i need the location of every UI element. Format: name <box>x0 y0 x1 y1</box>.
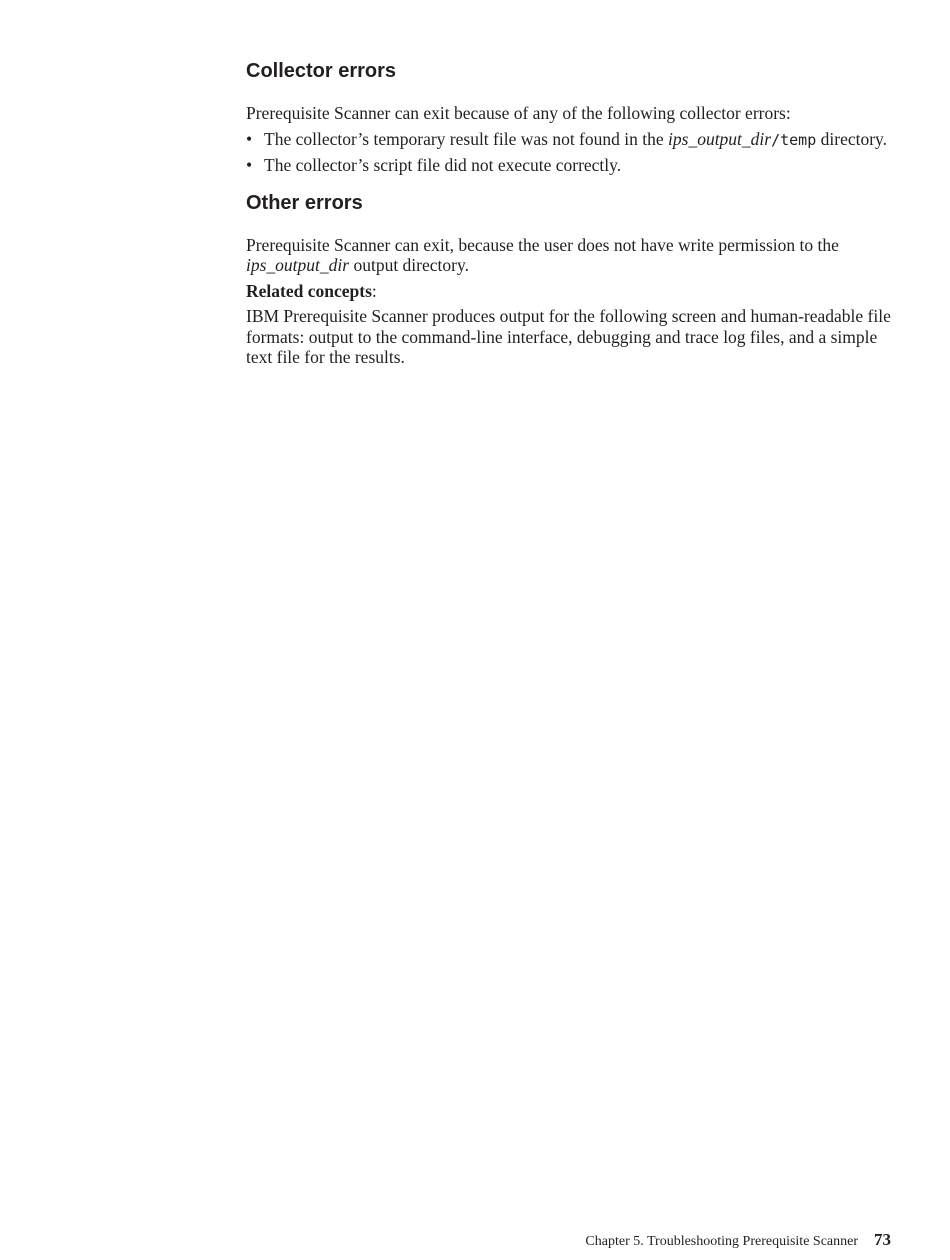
section-heading-collector-errors: Collector errors <box>246 60 397 82</box>
list-item-text: The collector’s temporary result file was not found in the <box>264 128 669 149</box>
list-item <box>246 129 891 151</box>
directory-variable: ips_output_dir <box>668 128 772 149</box>
bullet-glyph: • <box>246 128 253 149</box>
list-item-text-end: directory. <box>816 128 888 149</box>
related-concepts-heading[interactable]: Related concepts <box>246 280 372 301</box>
directory-path-code: /temp <box>771 130 817 149</box>
related-concepts-colon: : <box>371 280 377 301</box>
section-heading-other-errors: Other errors <box>246 191 363 214</box>
page-footer <box>585 1230 891 1250</box>
list-item <box>246 155 891 176</box>
page-content <box>246 58 891 368</box>
directory-variable: ips_output_dir <box>246 255 350 275</box>
collector-errors-intro: Prerequisite Scanner can exit because of any of the following collector errors: <box>246 103 791 123</box>
list-item-text: The collector’s script file did not execute correctly. <box>264 155 622 175</box>
bullet-glyph: • <box>246 155 253 175</box>
collector-errors-list <box>246 129 891 176</box>
related-concept-link[interactable]: IBM Prerequisite Scanner produces output for the following screen and human-readable file formats: output to the command-line interface, debugging and trace log files, and a simple text file for the results. <box>246 306 891 367</box>
paragraph-text: Prerequisite Scanner can exit, because the user does not have write permission to the <box>246 234 839 255</box>
paragraph-text-end: output directory. <box>349 255 469 275</box>
page-number: 73 <box>874 1230 891 1249</box>
other-errors-paragraph <box>246 235 891 276</box>
related-concepts-label <box>246 281 891 302</box>
footer-chapter-title: Chapter 5. Troubleshooting Prerequisite Scanner <box>585 1234 858 1249</box>
